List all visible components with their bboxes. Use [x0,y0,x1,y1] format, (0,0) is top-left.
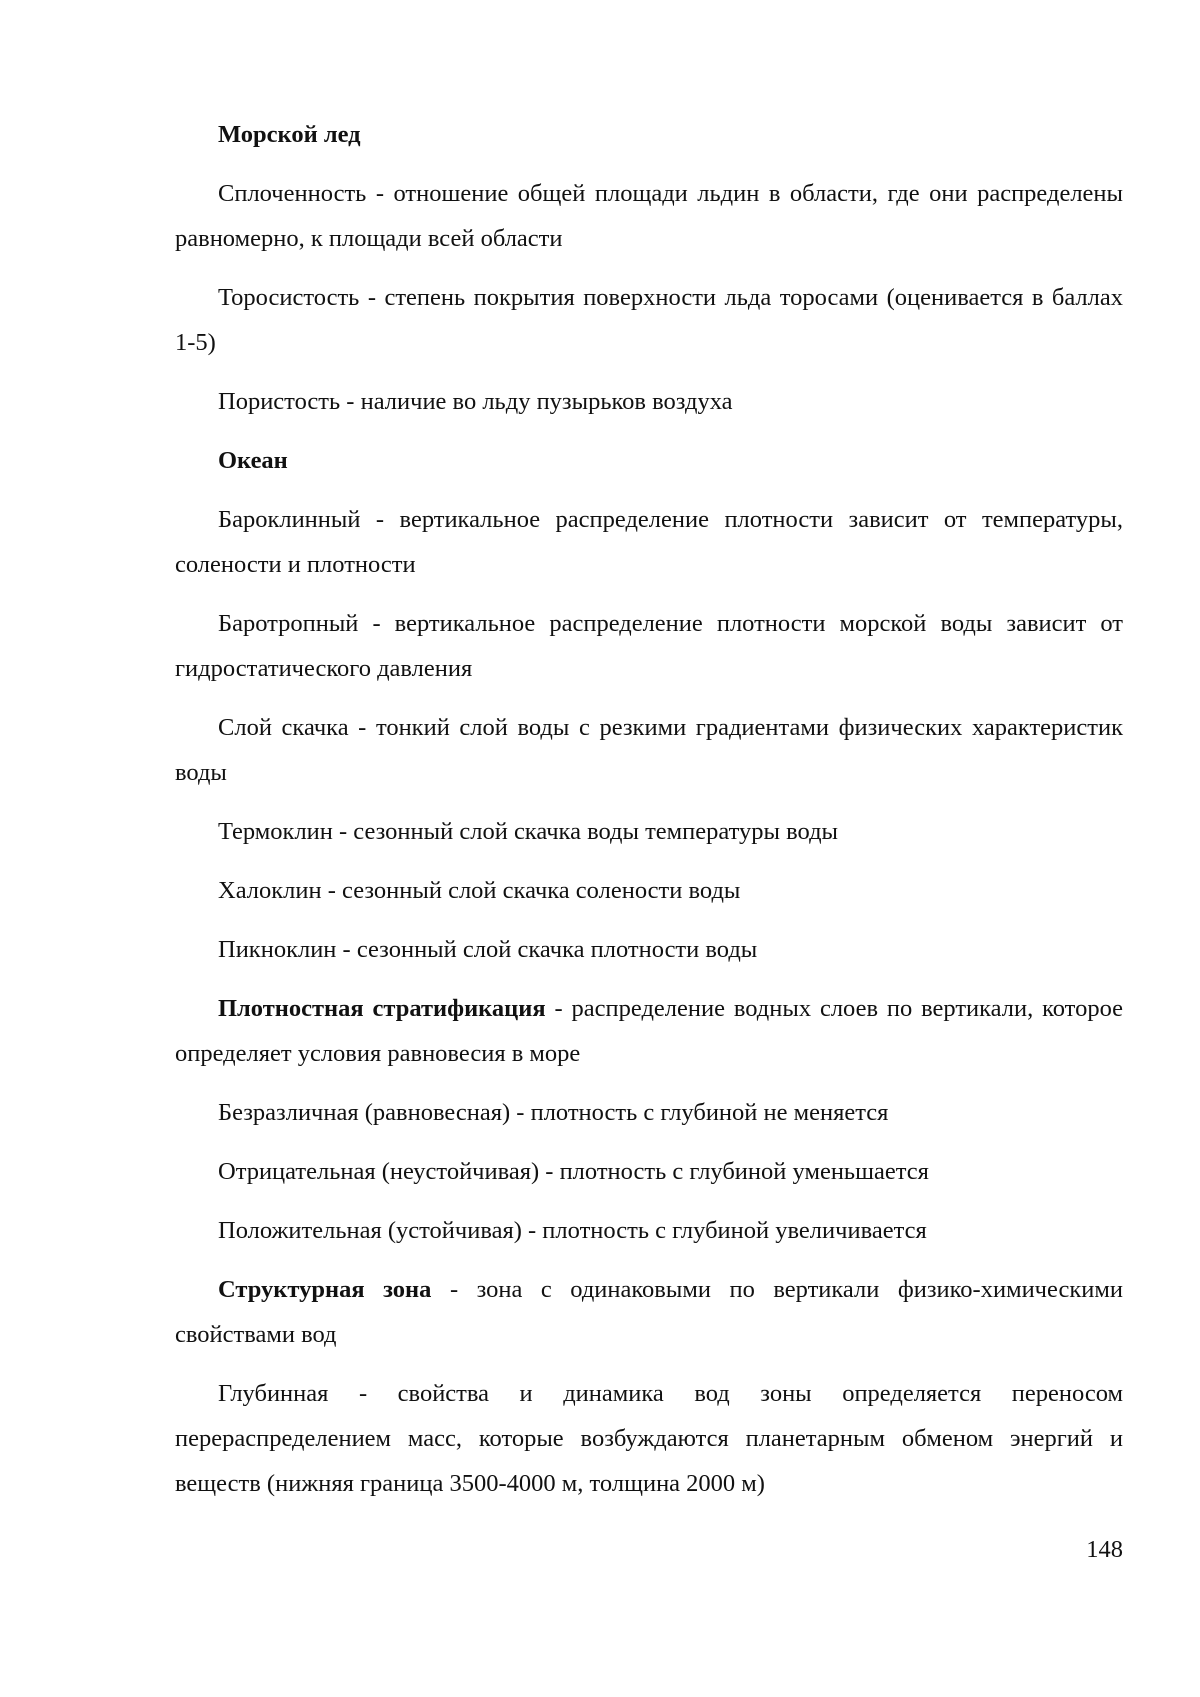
paragraph-halocline: Халоклин - сезонный слой скачка солености воды [175,868,1123,927]
paragraph-cohesion: Сплоченность - отношение общей площади льдин в области, где они распределены равномерно, к площади всей области [175,171,1123,275]
paragraph-stratification [175,986,1123,1090]
paragraph-neutral: Безразличная (равновесная) - плотность с глубиной не меняется [175,1090,1123,1149]
heading-ocean: Океан [175,438,1123,497]
definition-structural-zone: - зона с одинаковыми по вертикали физико-химическими свойствами вод [175,1276,1123,1348]
definition-stratification: - распределение водных слоев по вертикали, которое определяет условия равновесия в море [175,995,1123,1067]
paragraph-negative: Отрицательная (неустойчивая) - плотность с глубиной уменьшается [175,1149,1123,1208]
paragraph-structural-zone [175,1267,1123,1371]
paragraph-deep: Глубинная - свойства и динамика вод зоны определяется переносом перераспределением масс, которые возбуждаются планетарным обменом энергий и веществ (нижняя граница 3500-4000 м, толщина 2000 м) [175,1371,1123,1520]
paragraph-barotropic: Баротропный - вертикальное распределение плотности морской воды зависит от гидростатического давления [175,601,1123,705]
paragraph-jump-layer: Слой скачка - тонкий слой воды с резкими градиентами физических характеристик воды [175,705,1123,809]
paragraph-pycnocline: Пикноклин - сезонный слой скачка плотности воды [175,927,1123,986]
document-page [0,0,1200,1697]
paragraph-porosity: Пористость - наличие во льду пузырьков воздуха [175,379,1123,438]
term-stratification: Плотностная стратификация [218,995,546,1022]
paragraph-baroclinic: Бароклинный - вертикальное распределение плотности зависит от температуры, солености и плотности [175,497,1123,601]
paragraph-hummocks: Торосистость - степень покрытия поверхности льда торосами (оценивается в баллах 1-5) [175,275,1123,379]
page-number: 148 [1086,1530,1123,1570]
page-content [175,112,1123,1520]
heading-sea-ice: Морской лед [175,112,1123,171]
paragraph-positive: Положительная (устойчивая) - плотность с глубиной увеличивается [175,1208,1123,1267]
term-structural-zone: Структурная зона [218,1276,431,1303]
paragraph-thermocline: Термоклин - сезонный слой скачка воды температуры воды [175,809,1123,868]
